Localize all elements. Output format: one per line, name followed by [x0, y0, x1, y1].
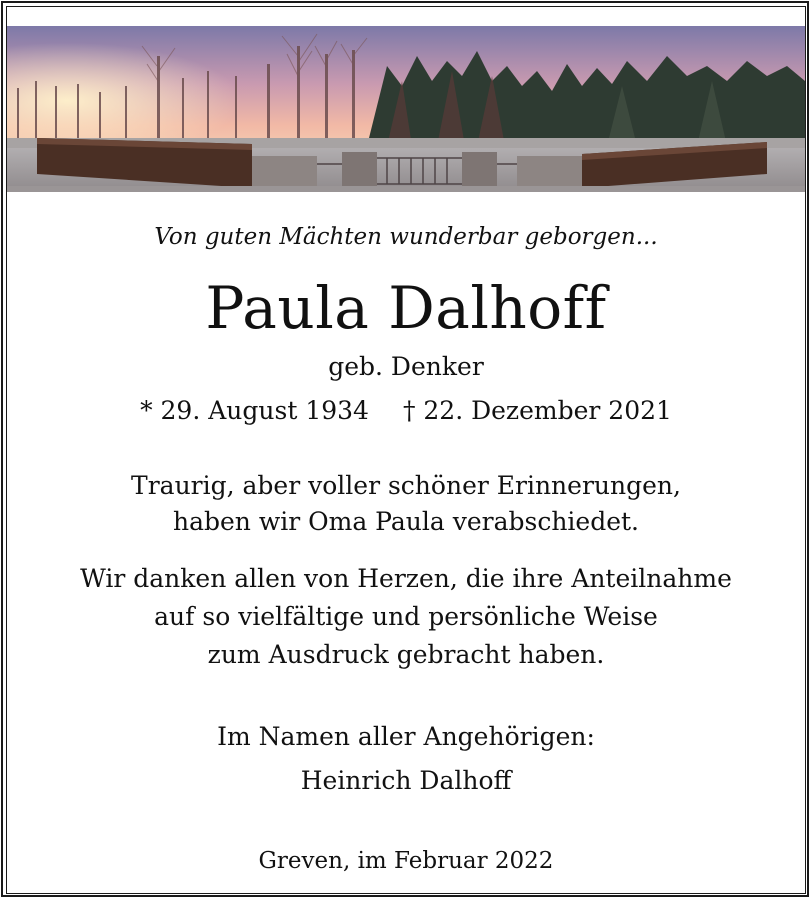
signature-name: Heinrich Dalhoff	[300, 766, 512, 795]
signature-intro: Im Namen aller Angehörigen:	[217, 722, 595, 751]
thanks-paragraph	[0, 560, 812, 674]
mourning-line-1: Traurig, aber voller schöner Erinnerungen,	[131, 471, 681, 500]
life-dates	[0, 396, 812, 425]
mourning-paragraph	[0, 468, 812, 540]
cemetery-photo	[7, 26, 805, 192]
thanks-line-2: auf so vielfältige und persönliche Weise	[154, 602, 658, 631]
deceased-name: Paula Dalhoff	[205, 274, 607, 342]
thanks-line-1: Wir danken allen von Herzen, die ihre Anteilnahme	[80, 564, 732, 593]
thanks-line-3: zum Ausdruck gebracht haben.	[207, 640, 605, 669]
mourning-line-2: haben wir Oma Paula verabschiedet.	[172, 507, 640, 536]
place-date: Greven, im Februar 2022	[258, 848, 554, 874]
motto: Von guten Mächten wunderbar geborgen...	[154, 224, 658, 250]
maiden-name: geb. Denker	[328, 352, 484, 381]
birth-date: * 29. August 1934	[140, 396, 369, 425]
death-date: † 22. Dezember 2021	[402, 396, 672, 425]
